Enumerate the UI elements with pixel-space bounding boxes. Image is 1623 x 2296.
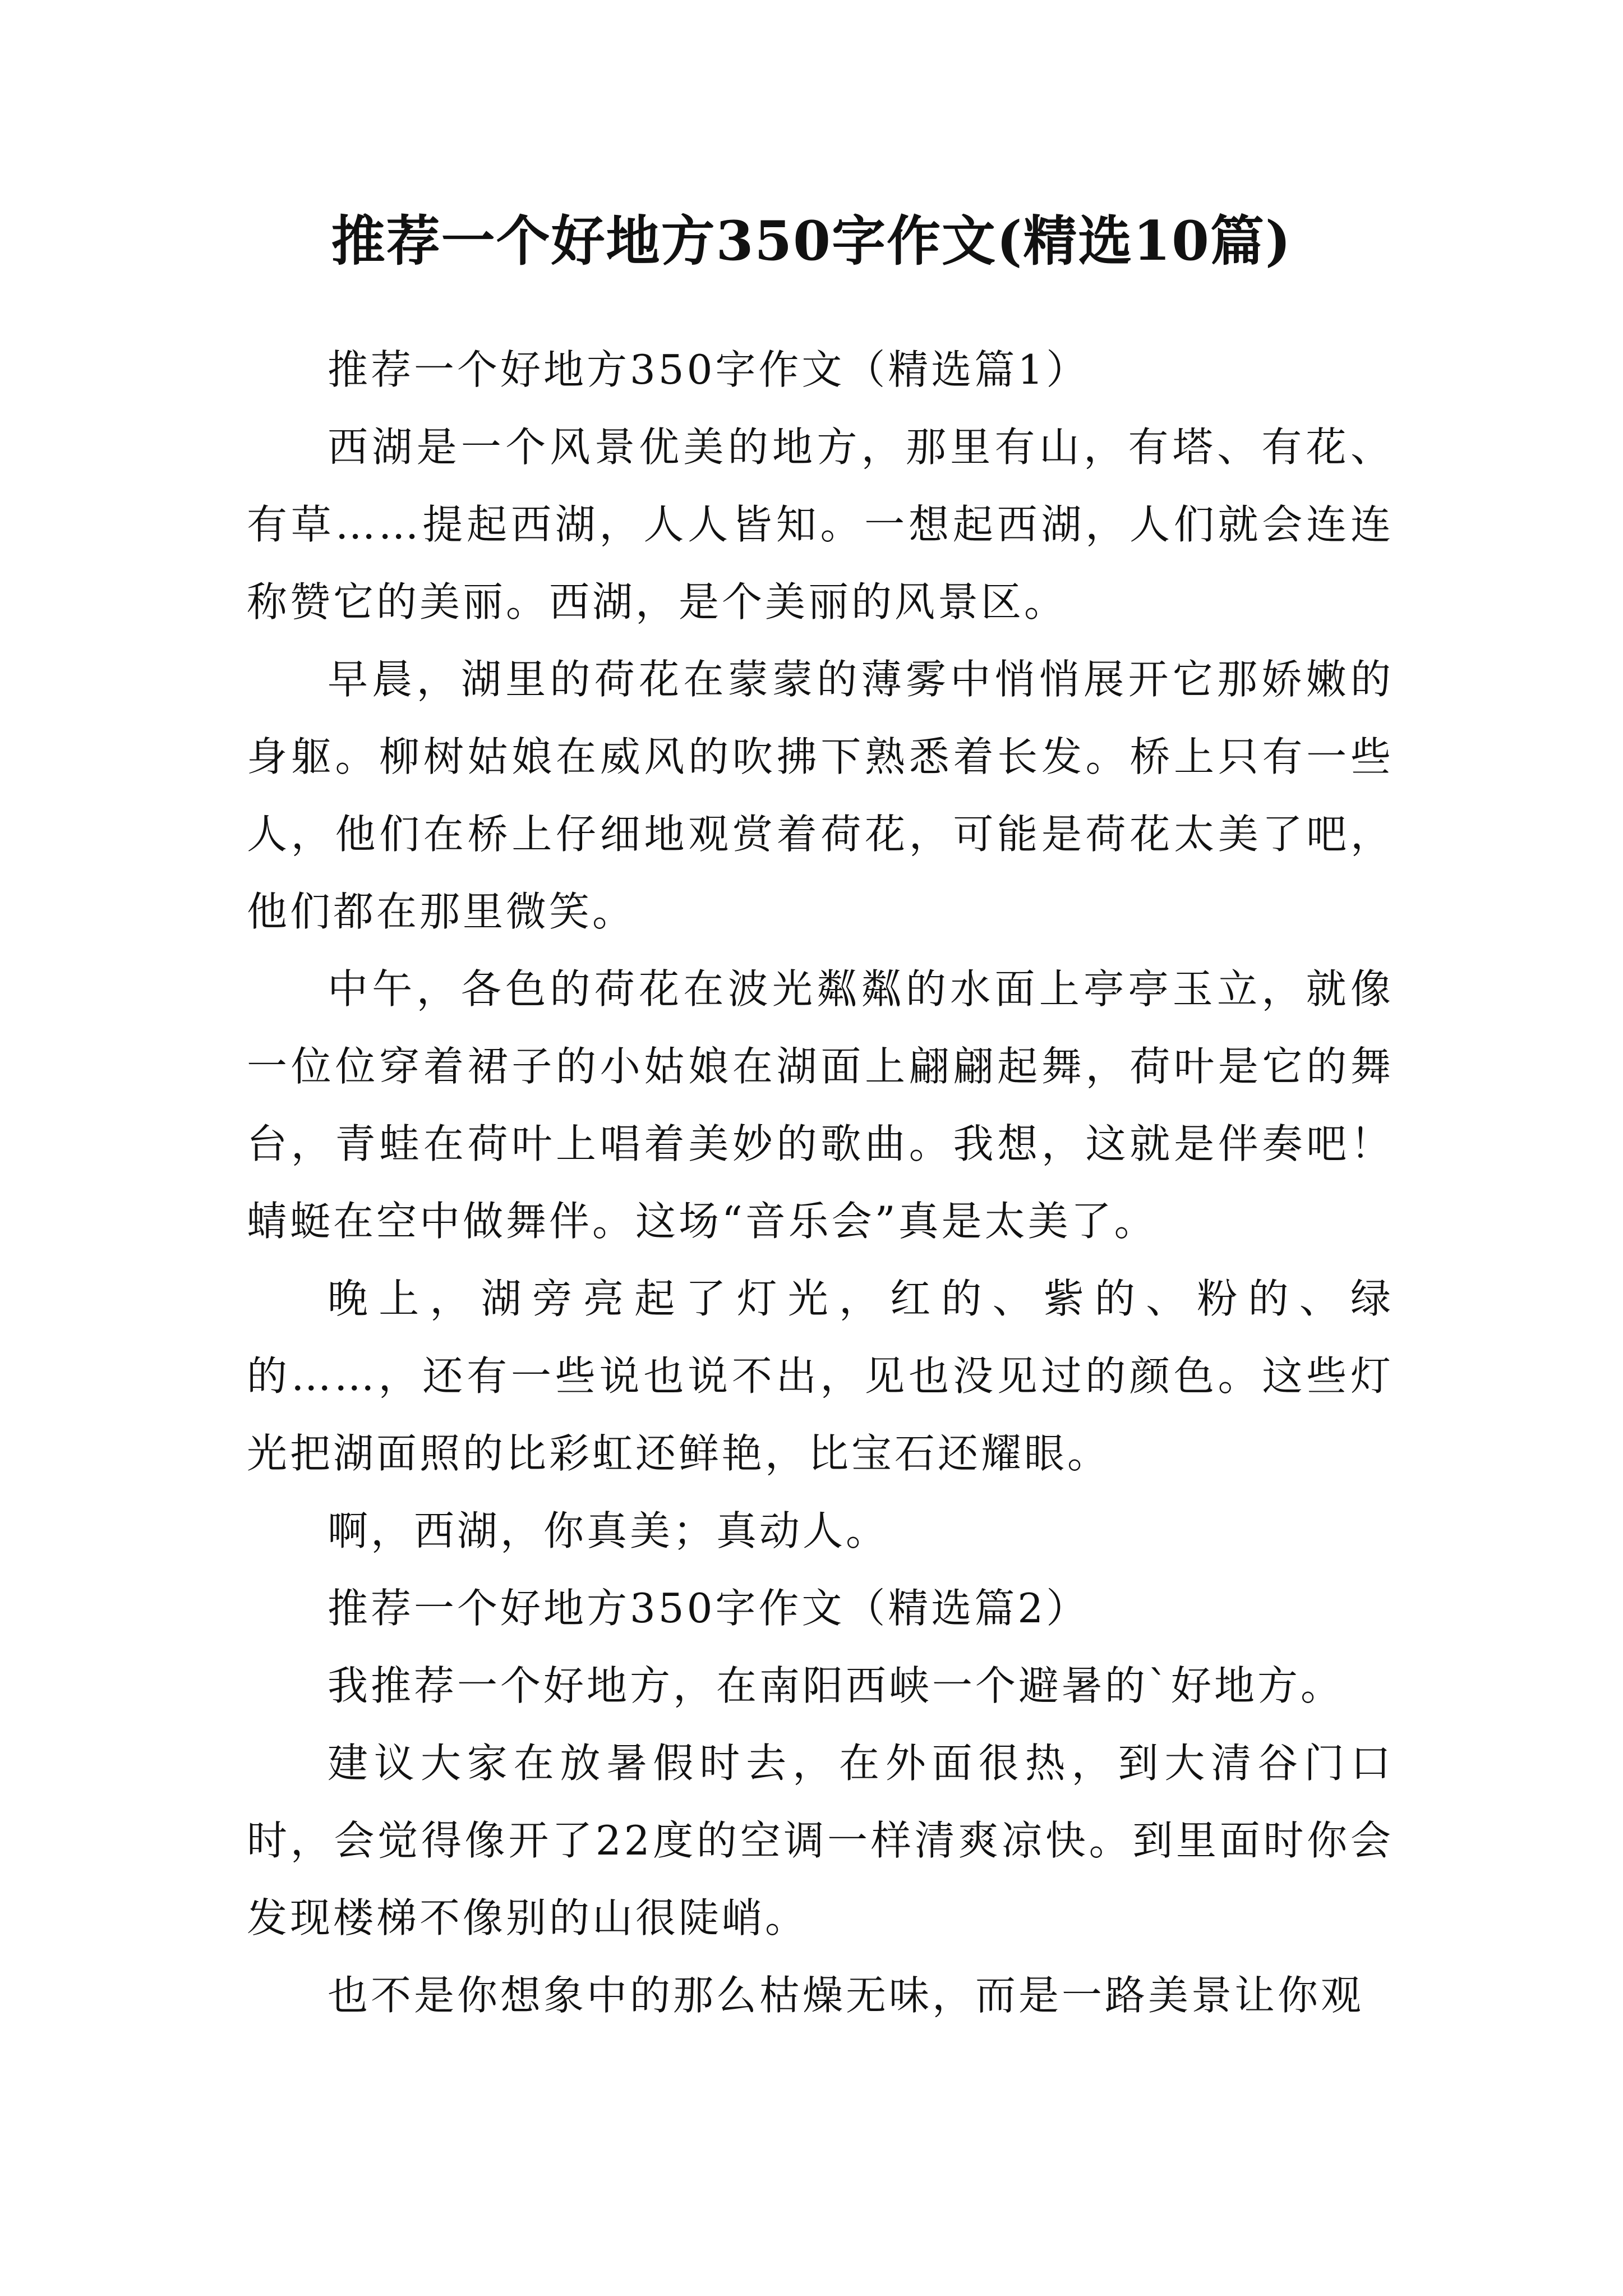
paragraph: 西湖是一个风景优美的地方，那里有山，有塔、有花、有草……提起西湖，人人皆知。一想起西湖，人们就会连连称赞它的美丽。西湖，是个美丽的风景区。 <box>247 424 1394 625</box>
paragraph: 啊，西湖，你真美；真动人。 <box>328 1507 889 1554</box>
section-heading-2: 推荐一个好地方350字作文（精选篇2） <box>328 1585 1090 1632</box>
paragraph: 晚上，湖旁亮起了灯光，红的、紫的、粉的、绿的……，还有一些说也说不出，见也没见过的颜色。这些灯光把湖面照的比彩虹还鲜艳，比宝石还耀眼。 <box>247 1275 1394 1477</box>
paragraph: 中午，各色的荷花在波光粼粼的水面上亭亭玉立，就像一位位穿着裙子的小姑娘在湖面上翩翩起舞，荷叶是它的舞台，青蛙在荷叶上唱着美妙的歌曲。我想，这就是伴奏吧！蜻蜓在空中做舞伴。这场“音乐会”真是太美了。 <box>247 965 1394 1245</box>
paragraph: 我推荐一个好地方，在南阳西峡一个避暑的`好地方。 <box>328 1662 1344 1709</box>
document-body <box>247 331 1394 2034</box>
paragraph: 建议大家在放暑假时去，在外面很热，到大清谷门口时，会觉得像开了22度的空调一样清爽凉快。到里面时你会发现楼梯不像别的山很陡峭。 <box>247 1740 1394 1941</box>
paragraph: 也不是你想象中的那么枯燥无味，而是一路美景让你观 <box>328 1972 1364 2019</box>
paragraph: 早晨，湖里的荷花在蒙蒙的薄雾中悄悄展开它那娇嫩的身躯。柳树姑娘在威风的吹拂下熟悉着长发。桥上只有一些人，他们在桥上仔细地观赏着荷花，可能是荷花太美了吧，他们都在那里微笑。 <box>247 656 1394 935</box>
section-heading-1: 推荐一个好地方350字作文（精选篇1） <box>328 346 1090 393</box>
document-title: 推荐一个好地方350字作文(精选10篇) <box>331 209 1292 273</box>
